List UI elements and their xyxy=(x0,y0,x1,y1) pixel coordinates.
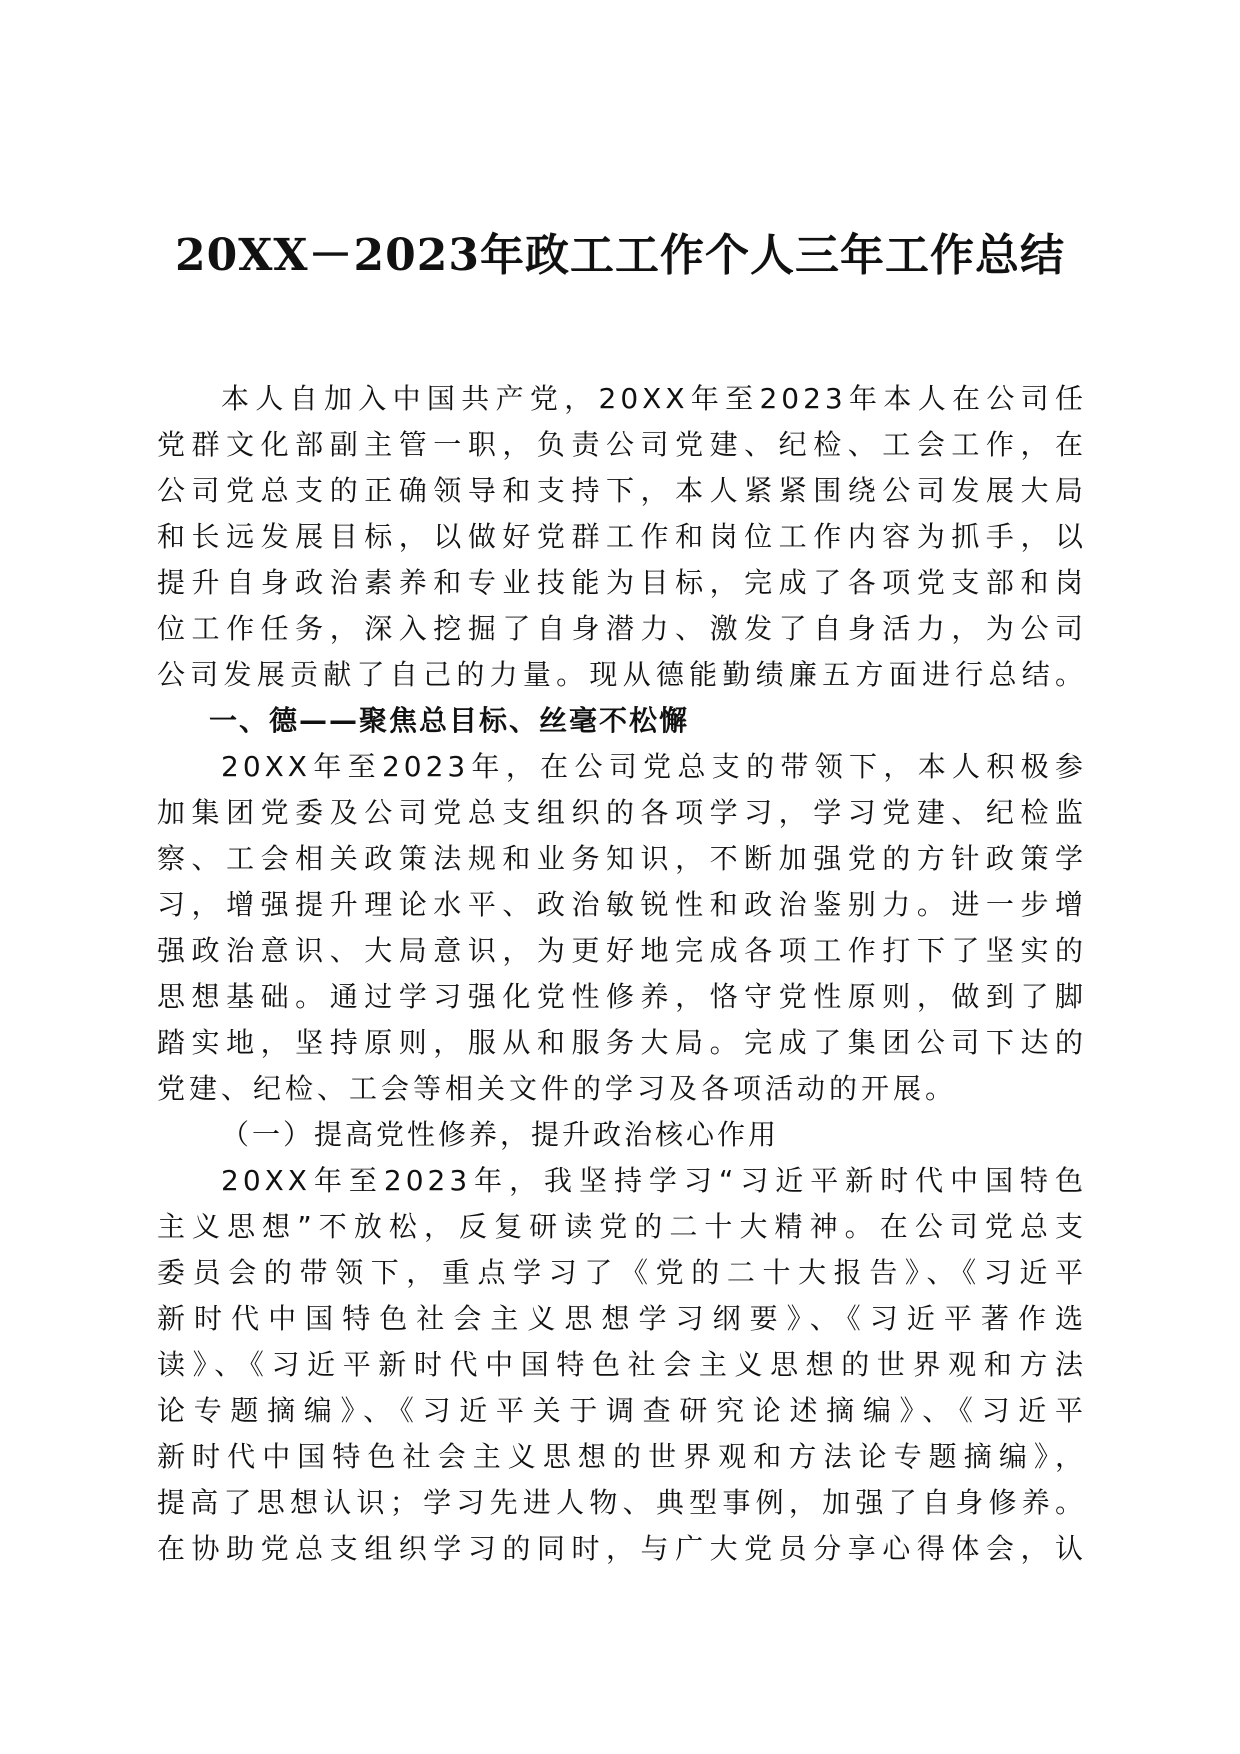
paragraph-line: 位工作任务，深入挖掘了自身潜力、激发了自身活力，为公司 xyxy=(157,612,1087,645)
paragraph-line: 在协助党总支组织学习的同时，与广大党员分享心得体会，认 xyxy=(157,1532,1087,1565)
paragraph-line: 20XX年至2023年，在公司党总支的带领下，本人积极参 xyxy=(221,750,1087,783)
paragraph-line: 新时代中国特色社会主义思想学习纲要》、《习近平著作选 xyxy=(157,1302,1087,1335)
paragraph-line: 论专题摘编》、《习近平关于调查研究论述摘编》、《习近平 xyxy=(157,1394,1087,1427)
paragraph-line: 提升自身政治素养和专业技能为目标，完成了各项党支部和岗 xyxy=(157,566,1087,599)
paragraph-line: 主义思想”不放松，反复研读党的二十大精神。在公司党总支 xyxy=(157,1210,1087,1243)
document-body xyxy=(157,376,1087,1572)
document-title: 20XX－2023年政工工作个人三年工作总结 xyxy=(175,230,1065,281)
section-heading: 一、德——聚焦总目标、丝毫不松懈 xyxy=(209,704,690,737)
paragraph-line: 加集团党委及公司党总支组织的各项学习，学习党建、纪检监 xyxy=(157,796,1087,829)
paragraph-line: 公司党总支的正确领导和支持下，本人紧紧围绕公司发展大局 xyxy=(157,474,1087,507)
paragraph-line: 察、工会相关政策法规和业务知识，不断加强党的方针政策学 xyxy=(157,842,1087,875)
paragraph-line: 踏实地，坚持原则，服从和服务大局。完成了集团公司下达的 xyxy=(157,1026,1087,1059)
paragraph-line: 党群文化部副主管一职，负责公司党建、纪检、工会工作，在 xyxy=(157,428,1087,461)
paragraph-line: 委员会的带领下，重点学习了《党的二十大报告》、《习近平 xyxy=(157,1256,1087,1289)
paragraph-line: 新时代中国特色社会主义思想的世界观和方法论专题摘编》， xyxy=(157,1440,1087,1473)
paragraph-line: 读》、《习近平新时代中国特色社会主义思想的世界观和方法 xyxy=(157,1348,1087,1381)
paragraph-line: 公司发展贡献了自己的力量。现从德能勤绩廉五方面进行总结。 xyxy=(157,658,1087,691)
paragraph-line: 20XX年至2023年，我坚持学习“习近平新时代中国特色 xyxy=(221,1164,1087,1197)
paragraph-line: 习，增强提升理论水平、政治敏锐性和政治鉴别力。进一步增 xyxy=(157,888,1087,921)
subsection-heading: （一）提高党性修养，提升政治核心作用 xyxy=(221,1118,780,1151)
paragraph-line: 提高了思想认识；学习先进人物、典型事例，加强了自身修养。 xyxy=(157,1486,1087,1519)
paragraph-line: 本人自加入中国共产党，20XX年至2023年本人在公司任 xyxy=(221,382,1087,415)
paragraph-line: 思想基础。通过学习强化党性修养，恪守党性原则，做到了脚 xyxy=(157,980,1087,1013)
paragraph-line: 强政治意识、大局意识，为更好地完成各项工作打下了坚实的 xyxy=(157,934,1087,967)
paragraph-line: 党建、纪检、工会等相关文件的学习及各项活动的开展。 xyxy=(157,1072,958,1105)
paragraph-line: 和长远发展目标，以做好党群工作和岗位工作内容为抓手，以 xyxy=(157,520,1087,553)
